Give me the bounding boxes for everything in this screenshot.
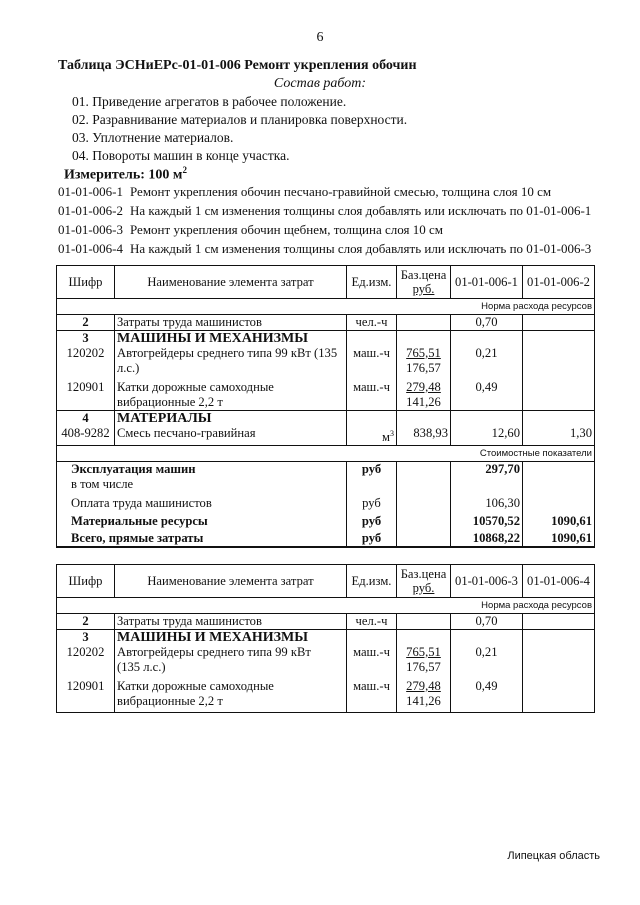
header-cipher: Шифр	[57, 565, 115, 598]
table-row: 120202 Автогрейдеры среднего типа 99 кВт (135 л.с.) маш.-ч 765,51 176,57 0,21	[57, 645, 595, 675]
table-row: 120901 Катки дорожные самоходные вибрационные 2,2 т маш.-ч 279,48 141,26 0,49	[57, 376, 595, 411]
resource-table-1	[56, 265, 595, 548]
norm-line: 01-01-006-4 На каждый 1 см изменения толщины слоя добавлять или исключать по 01-01-006-3	[58, 241, 592, 256]
header-col-a: 01-01-006-1	[451, 266, 523, 299]
footer-region: Липецкая область	[507, 850, 600, 862]
header-unit: Ед.изм.	[347, 266, 397, 299]
table-row: 2 Затраты труда машинистов чел.-ч 0,70	[57, 614, 595, 630]
header-name: Наименование элемента затрат	[115, 266, 347, 299]
norm-line: 01-01-006-1 Ремонт укрепления обочин песчано-гравийной смесью, толщина слоя 10 см	[58, 184, 552, 199]
total-row: Всего, прямые затраты руб 10868,22 1090,61	[57, 529, 595, 547]
header-base-price: Баз.цена руб.	[397, 266, 451, 299]
table-row: 120202 Автогрейдеры среднего типа 99 кВт (135 л.с.) маш.-ч 765,51 176,57 0,21	[57, 346, 595, 376]
header-name: Наименование элемента затрат	[115, 565, 347, 598]
total-row: Эксплуатация машин руб 297,70	[57, 462, 595, 478]
cost-indicators-label: Стоимостные показатели	[57, 446, 595, 462]
table-title: Таблица ЭСНиЕРс-01-01-006 Ремонт укрепления обочин	[58, 58, 417, 73]
table-row: 3 МАШИНЫ И МЕХАНИЗМЫ	[57, 331, 595, 347]
header-col-a: 01-01-006-3	[451, 565, 523, 598]
table-row: 408-9282 Смесь песчано-гравийная $м^3$ 838,93 12,60 1,30	[57, 426, 595, 446]
work-item: 01. Приведение агрегатов в рабочее положение.	[72, 94, 347, 109]
norm-line: 01-01-006-3 Ремонт укрепления обочин щебнем, толщина слоя 10 см	[58, 222, 443, 237]
table-header	[57, 565, 595, 598]
table-row: 4 МАТЕРИАЛЫ	[57, 411, 595, 427]
composition-title: Состав работ:	[273, 76, 367, 91]
total-row: Оплата труда машинистов руб 106,30	[57, 492, 595, 511]
header-unit: Ед.изм.	[347, 565, 397, 598]
resource-norm-label: Норма расхода ресурсов	[57, 598, 595, 614]
table-row: 2 Затраты труда машинистов чел.-ч 0,70	[57, 315, 595, 331]
header-col-b: 01-01-006-4	[523, 565, 595, 598]
norm-line: 01-01-006-2 На каждый 1 см изменения толщины слоя добавлять или исключать по 01-01-006-1	[58, 203, 592, 218]
total-row: Материальные ресурсы руб 10570,52 1090,61	[57, 511, 595, 529]
table-row: 3 МАШИНЫ И МЕХАНИЗМЫ	[57, 630, 595, 646]
meter-label: Измеритель: 100 $м^2$	[64, 165, 187, 183]
page-number: 6	[316, 30, 324, 45]
resource-norm-label: Норма расхода ресурсов	[57, 299, 595, 315]
header-col-b: 01-01-006-2	[523, 266, 595, 299]
total-row: в том числе	[57, 477, 595, 492]
work-item: 03. Уплотнение материалов.	[72, 130, 234, 145]
header-cipher: Шифр	[57, 266, 115, 299]
work-item: 02. Разравнивание материалов и планировка поверхности.	[72, 112, 408, 127]
header-base-price: Баз.цена руб.	[397, 565, 451, 598]
work-item: 04. Повороты машин в конце участка.	[72, 148, 290, 163]
table-row: 120901 Катки дорожные самоходные вибрационные 2,2 т маш.-ч 279,48 141,26 0,49	[57, 675, 595, 713]
table-header	[57, 266, 595, 299]
resource-table-2	[56, 564, 595, 713]
